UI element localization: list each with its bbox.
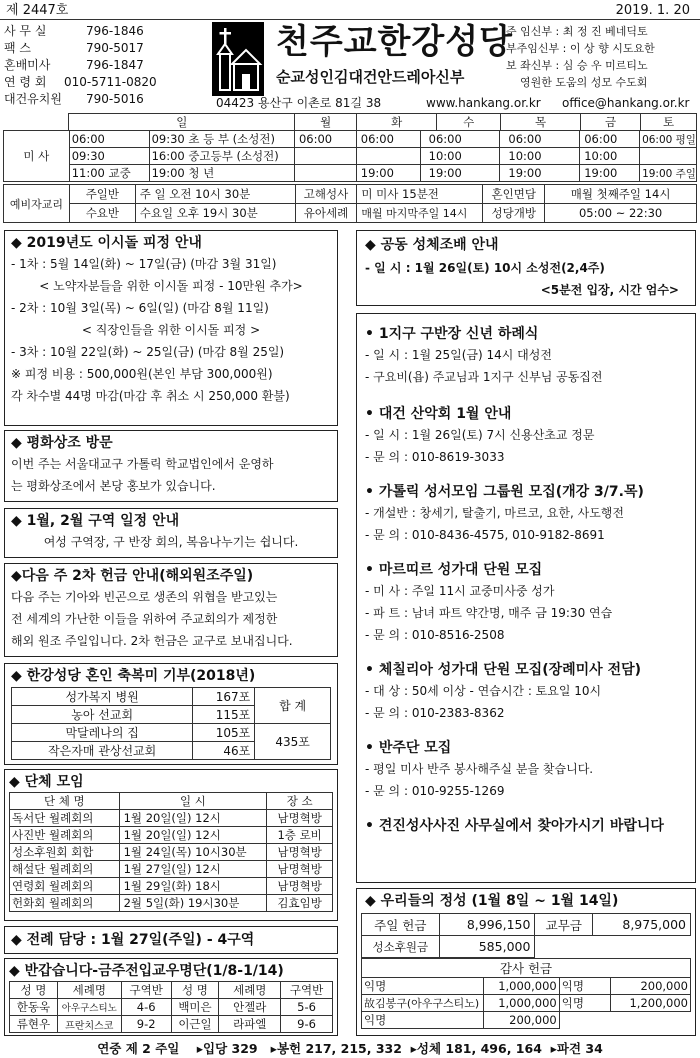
retreat-notice: ◆ 2019년도 이시돌 피정 안내 - 1차 : 5월 14일(화) ~ 17일(금) (마감 3월 31일) < 노약자분들을 위한 이시돌 피정 - 10만원 추가> - 2차 : 10월 3일(목) ~ 6일(일) (마감 8월 11일) < 직장인들을 위한 이시돌 피정 > - 3차 : 10월 22일(화) ~ 25일(금) (마감 8월 25일) ※ 피정 비용 : 500,000원(본인 부담 300,000원) 각 차수별 44명 마감(마감 후 취소 시 250,000 환불) <box>4 230 338 426</box>
clergy-row: 주 임신부 : 최 정 진 베네딕토 <box>506 25 648 38</box>
table-row: 한동욱 아우구스티노 4-6 백미은 안젤라 5-6 <box>10 999 333 1016</box>
day-tuesday: 화 <box>357 114 437 131</box>
day-friday: 금 <box>581 114 641 131</box>
mass-label: 미 사 <box>4 131 70 182</box>
newcomers-table: 성 명 세례명 구역반 성 명 세례명 구역반 한동욱 아우구스티노 4-6 백미은 안젤라 5-6 류현우 프란치스코 9-2 이근일 라파엘 9-6 <box>9 981 333 1033</box>
mass-schedule-table <box>3 113 697 131</box>
contact-list <box>4 23 204 108</box>
table-row: 익명 1,000,000 익명 200,000 <box>362 978 691 995</box>
email-link[interactable]: office@hankang.or.kr <box>562 96 690 110</box>
table-row: 익명 200,000 <box>362 1012 691 1029</box>
table-row: 성가복지 병원 167포 합 계 <box>12 688 331 706</box>
contact-row: 연 령 회 010-5711-0820 <box>4 75 157 89</box>
offering-summary <box>356 888 696 1036</box>
church-name: 천주교한강성당 <box>276 22 513 62</box>
welcome-notice <box>4 958 338 1036</box>
day-wednesday: 수 <box>437 114 501 131</box>
table-row: 독서단 월례회의 1월 20일(일) 12시 남명혁방 <box>10 810 333 827</box>
district-title: ◆ 1월, 2월 구역 일정 안내 <box>11 513 180 529</box>
clergy-row: 보 좌신부 : 심 승 우 미르티노 <box>506 59 648 72</box>
rice-total-label: 합 계 <box>255 688 331 724</box>
table-row: 故김봉구(아우구스티노) 1,000,000 익명 1,200,000 <box>362 995 691 1012</box>
offering-table: 주일 헌금 8,996,150 교무금 8,975,000 성소후원금 585,000 <box>361 913 691 958</box>
table-row: 작은자매 관상선교회 46포 <box>12 742 331 760</box>
table-row: 류현우 프란치스코 9-2 이근일 라파엘 9-6 <box>10 1016 333 1033</box>
table-row: 해설단 월례회의 1월 27일(일) 12시 남명혁방 <box>10 861 333 878</box>
groups-title: ◆ 단체 모임 <box>9 774 84 790</box>
notices-box: • 1지구 구반장 신년 하례식 - 일 시 : 1월 25일(금) 14시 대성전 - 구요비(욥) 주교님과 1지구 신부님 공동집전 • 대건 산악회 1월 안내 - 일 시 : 1월 26일(토) 7시 신용산초교 정문 - 문 의 : 010-8619-3033 • 가톨릭 성서모임 그룹원 모집(개강 3/7.목) - 개설반 : 창세기, 탈출기, 마르코, 요한, 사도행전 - 문 의 : 010-8436-4575, 010-9182-8691 • 마르띠르 성가대 단원 모집 - 미 사 : 주일 11시 교중미사중 성가 - 파 트 : 남녀 파트 약간명, 매주 금 19:30 연습 - 문 의 : 010-8516-2508 • 체칠리아 성가대 단원 모집(장례미사 전담) - 대 상 : 50세 이상 - 연습시간 : 토요일 10시 - 문 의 : 010-2383-8362 • 반주단 모집 - 평일 미사 반주 봉사해주실 분을 찾습니다. - 문 의 : 010-9255-1269 • 견진성사사진 사무실에서 찾아가시기 바랍니다 <box>356 313 696 883</box>
clergy-list <box>506 23 696 91</box>
day-saturday: 토 <box>640 114 696 131</box>
table-row: 헌화회 월례회의 2월 5일(화) 19시30분 김효임방 <box>10 895 333 912</box>
rice-title: ◆ 한강성당 혼인 축복미 기부(2018년) <box>11 668 256 684</box>
rice-donation-notice <box>4 663 338 765</box>
patron-saint: 순교성인김대건안드레아신부 <box>276 68 465 86</box>
mass-times-table: 미 사 06:00 09:30 초 등 부 (소성전) 06:00 06:00 06:00 06:00 06:00 06:00 평일 09:30 16:00 중고등부 (소성전) 10:00 10:00 10:00 11:00 교중 19:00 청 년 19:00 19:00 19:00 19:00 19:00 주일 <box>3 130 697 182</box>
peace-title: ◆ 평화상조 방문 <box>11 435 113 451</box>
contact-row: 대건유치원 790-5016 <box>4 92 144 106</box>
clergy-row: 영원한 도움의 성모 수도회 <box>520 76 648 89</box>
liturgy-title: ◆ 전례 담당 : 1월 27일(주일) - 4구역 <box>11 932 255 948</box>
table-row: 연령회 월례회의 1월 29일(화) 18시 남명혁방 <box>10 878 333 895</box>
day-header-row <box>3 114 697 131</box>
church-logo-icon <box>212 22 264 96</box>
thanks-offering-table: 감사 헌금 익명 1,000,000 익명 200,000 故김봉구(아우구스티노) 1,000,000 익명 1,200,000 익명 200,000 <box>361 958 691 1029</box>
notice-title: • 반주단 모집 <box>365 740 452 756</box>
group-meetings <box>4 769 338 921</box>
groups-table: 단 체 명 일 시 장 소 독서단 월례회의 1월 20일(일) 12시 남명혁방 사진반 월례회의 1월 20일(일) 12시 1층 로비 성소후원회 회합 1월 24일(목) 10시30분 남명혁방 해설단 월례회의 1월 27일(일) 12시 남명혁방 연령회 월례회의 1월 29일(화) 18시 남명혁방 헌화회 월례회의 2월 5일(화) 19시30분 김효임방 <box>9 792 333 912</box>
extra-schedule-table: 예비자교리 주일반 주 일 오전 10시 30분 고해성사 미 미사 15분전 혼인면담 매월 첫째주일 14시 수요반 수요일 오후 19시 30분 유아세례 매월 마지막주일 14시 성당개방 05:00 ~ 22:30 <box>3 184 697 223</box>
table-row: 농아 선교회 115포 <box>12 706 331 724</box>
notice-title: • 가톨릭 성서모임 그룹원 모집(개강 3/7.목) <box>365 484 644 500</box>
adoration-title: ◆ 공동 성체조배 안내 <box>365 237 499 253</box>
notice-title: • 대건 산악회 1월 안내 <box>365 406 512 422</box>
notice-title: • 마르띠르 성가대 단원 모집 <box>365 562 543 578</box>
table-row: 막달레나의 집 105포 435포 <box>12 724 331 742</box>
catechumen-label: 예비자교리 <box>4 185 70 223</box>
issue-number: 제 2447호 <box>6 3 69 18</box>
contact-row: 사 무 실 796-1846 <box>4 24 144 38</box>
welcome-title: ◆ 반갑습니다-금주전입교우명단(1/8-1/14) <box>9 963 284 979</box>
notice-title: • 1지구 구반장 신년 하례식 <box>365 326 539 342</box>
rice-total: 435포 <box>255 724 331 760</box>
contact-row: 혼배미사 796-1847 <box>4 58 144 72</box>
hymn-footer: 연중 제 2 주일 ▸입당 329 ▸봉헌 217, 215, 332 ▸성체 181, 496, 164 ▸파견 34 <box>97 1041 603 1056</box>
day-thursday: 목 <box>501 114 581 131</box>
adoration-notice: ◆ 공동 성체조배 안내 - 일 시 : 1월 26일(토) 10시 소성전(2,4주) <5분전 입장, 시간 엄수> <box>356 230 696 306</box>
contact-row: 팩 스 790-5017 <box>4 41 144 55</box>
notice-title: • 견진성사사진 사무실에서 찾아가시기 바랍니다 <box>365 818 664 834</box>
collection-title: ◆다음 주 2차 헌금 안내(해외원조주일) <box>11 568 254 584</box>
table-row: 성소후원회 회합 1월 24일(목) 10시30분 남명혁방 <box>10 844 333 861</box>
district-notice: ◆ 1월, 2월 구역 일정 안내 여성 구역장, 구 반장 회의, 복음나누기는 쉽니다. <box>4 508 338 558</box>
rice-table <box>11 687 331 760</box>
clergy-row: 부주임신부 : 이 상 향 시도요한 <box>506 42 655 55</box>
website-link[interactable]: www.hankang.or.kr <box>426 96 541 110</box>
day-sunday: 일 <box>69 114 295 131</box>
collection-notice: ◆다음 주 2차 헌금 안내(해외원조주일) 다음 주는 기아와 빈곤으로 생존의 위협을 받고있는 전 세계의 가난한 이들을 위하여 주교회의가 제정한 해외 원조 주일입니다. 2차 헌금은 교구로 보내집니다. <box>4 563 338 657</box>
table-row: 사진반 월례회의 1월 20일(일) 12시 1층 로비 <box>10 827 333 844</box>
retreat-title: ◆ 2019년도 이시돌 피정 안내 <box>11 235 202 251</box>
notice-title: • 체칠리아 성가대 단원 모집(장례미사 전담) <box>365 662 642 678</box>
issue-date: 2019. 1. 20 <box>615 3 690 18</box>
address: 04423 용산구 이촌로 81길 38 <box>216 96 382 110</box>
offering-title: ◆ 우리들의 정성 (1월 8일 ~ 1월 14일) <box>365 893 619 909</box>
day-monday: 월 <box>295 114 357 131</box>
peace-funeral-notice: ◆ 평화상조 방문 이번 주는 서울대교구 가톨릭 학교법인에서 운영하 는 평화상조에서 본당 홍보가 있습니다. <box>4 430 338 502</box>
liturgy-notice <box>4 926 338 954</box>
